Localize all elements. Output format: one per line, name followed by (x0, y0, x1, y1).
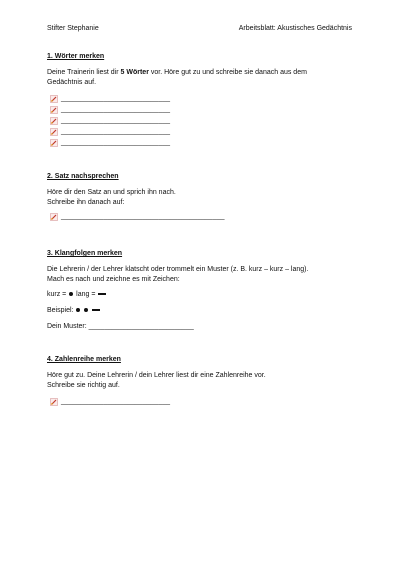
instruction-text-line2: Schreibe ihn danach auf: (47, 199, 125, 206)
sentence-blank[interactable]: __________________________________________ (47, 211, 352, 222)
pencil-icon (50, 139, 58, 147)
section-words (47, 52, 352, 148)
instruction-text: Höre gut zu. Deine Lehrerin / dein Lehrer liest dir eine Zahlenreihe vor. (47, 372, 266, 379)
section-heading: 3. Klangfolgen merken (47, 250, 123, 257)
worksheet-title: Arbeitsblatt: Akustisches Gedächtnis (238, 25, 352, 32)
pencil-icon (50, 117, 58, 125)
pencil-icon (50, 95, 58, 103)
word-blank-3[interactable]: ____________________________ (47, 115, 352, 126)
section-heading: 2. Satz nachsprechen (47, 173, 119, 180)
pencil-icon (50, 106, 58, 114)
long-dash-icon (92, 309, 100, 311)
word-list (47, 93, 352, 148)
page-header (47, 24, 352, 34)
pencil-icon (50, 128, 58, 136)
section-sentence (47, 172, 352, 222)
pencil-icon (50, 398, 58, 406)
number-blank[interactable]: ____________________________ (47, 396, 352, 407)
author-name: Stifter Stephanie (47, 25, 99, 32)
instruction-text-line2: Mach es nach und zeichne es mit Zeichen: (47, 276, 180, 283)
instruction-text: Höre dir den Satz an und sprich ihn nach. (47, 189, 176, 196)
section-sounds (47, 249, 352, 332)
instruction-text-line2: Schreibe sie richtig auf. (47, 382, 120, 389)
example-pattern: Beispiel: (47, 306, 352, 316)
pattern-field[interactable]: Dein Muster: ___________________________ (47, 323, 194, 330)
short-dot-icon (76, 308, 80, 312)
word-blank-4[interactable]: ____________________________ (47, 126, 352, 137)
symbol-legend: kurz = lang = (47, 290, 352, 300)
word-blank-5[interactable]: ____________________________ (47, 137, 352, 148)
pencil-icon (50, 213, 58, 221)
instruction-text: Die Lehrerin / der Lehrer klatscht oder trommelt ein Muster (z. B. kurz – kurz – lang). (47, 266, 309, 273)
long-dash-icon (98, 293, 106, 295)
section-heading: 1. Wörter merken (47, 53, 105, 60)
word-blank-2[interactable]: ____________________________ (47, 104, 352, 115)
instruction-text: Deine Trainerin liest dir 5 Wörter vor. Höre gut zu und schreibe sie danach aus dem (47, 69, 307, 76)
word-blank-1[interactable]: ____________________________ (47, 93, 352, 104)
section-numbers (47, 355, 352, 407)
instruction-text-line2: Gedächtnis auf. (47, 79, 97, 86)
section-heading: 4. Zahlenreihe merken (47, 356, 121, 363)
short-dot-icon (69, 292, 73, 296)
short-dot-icon (84, 308, 88, 312)
